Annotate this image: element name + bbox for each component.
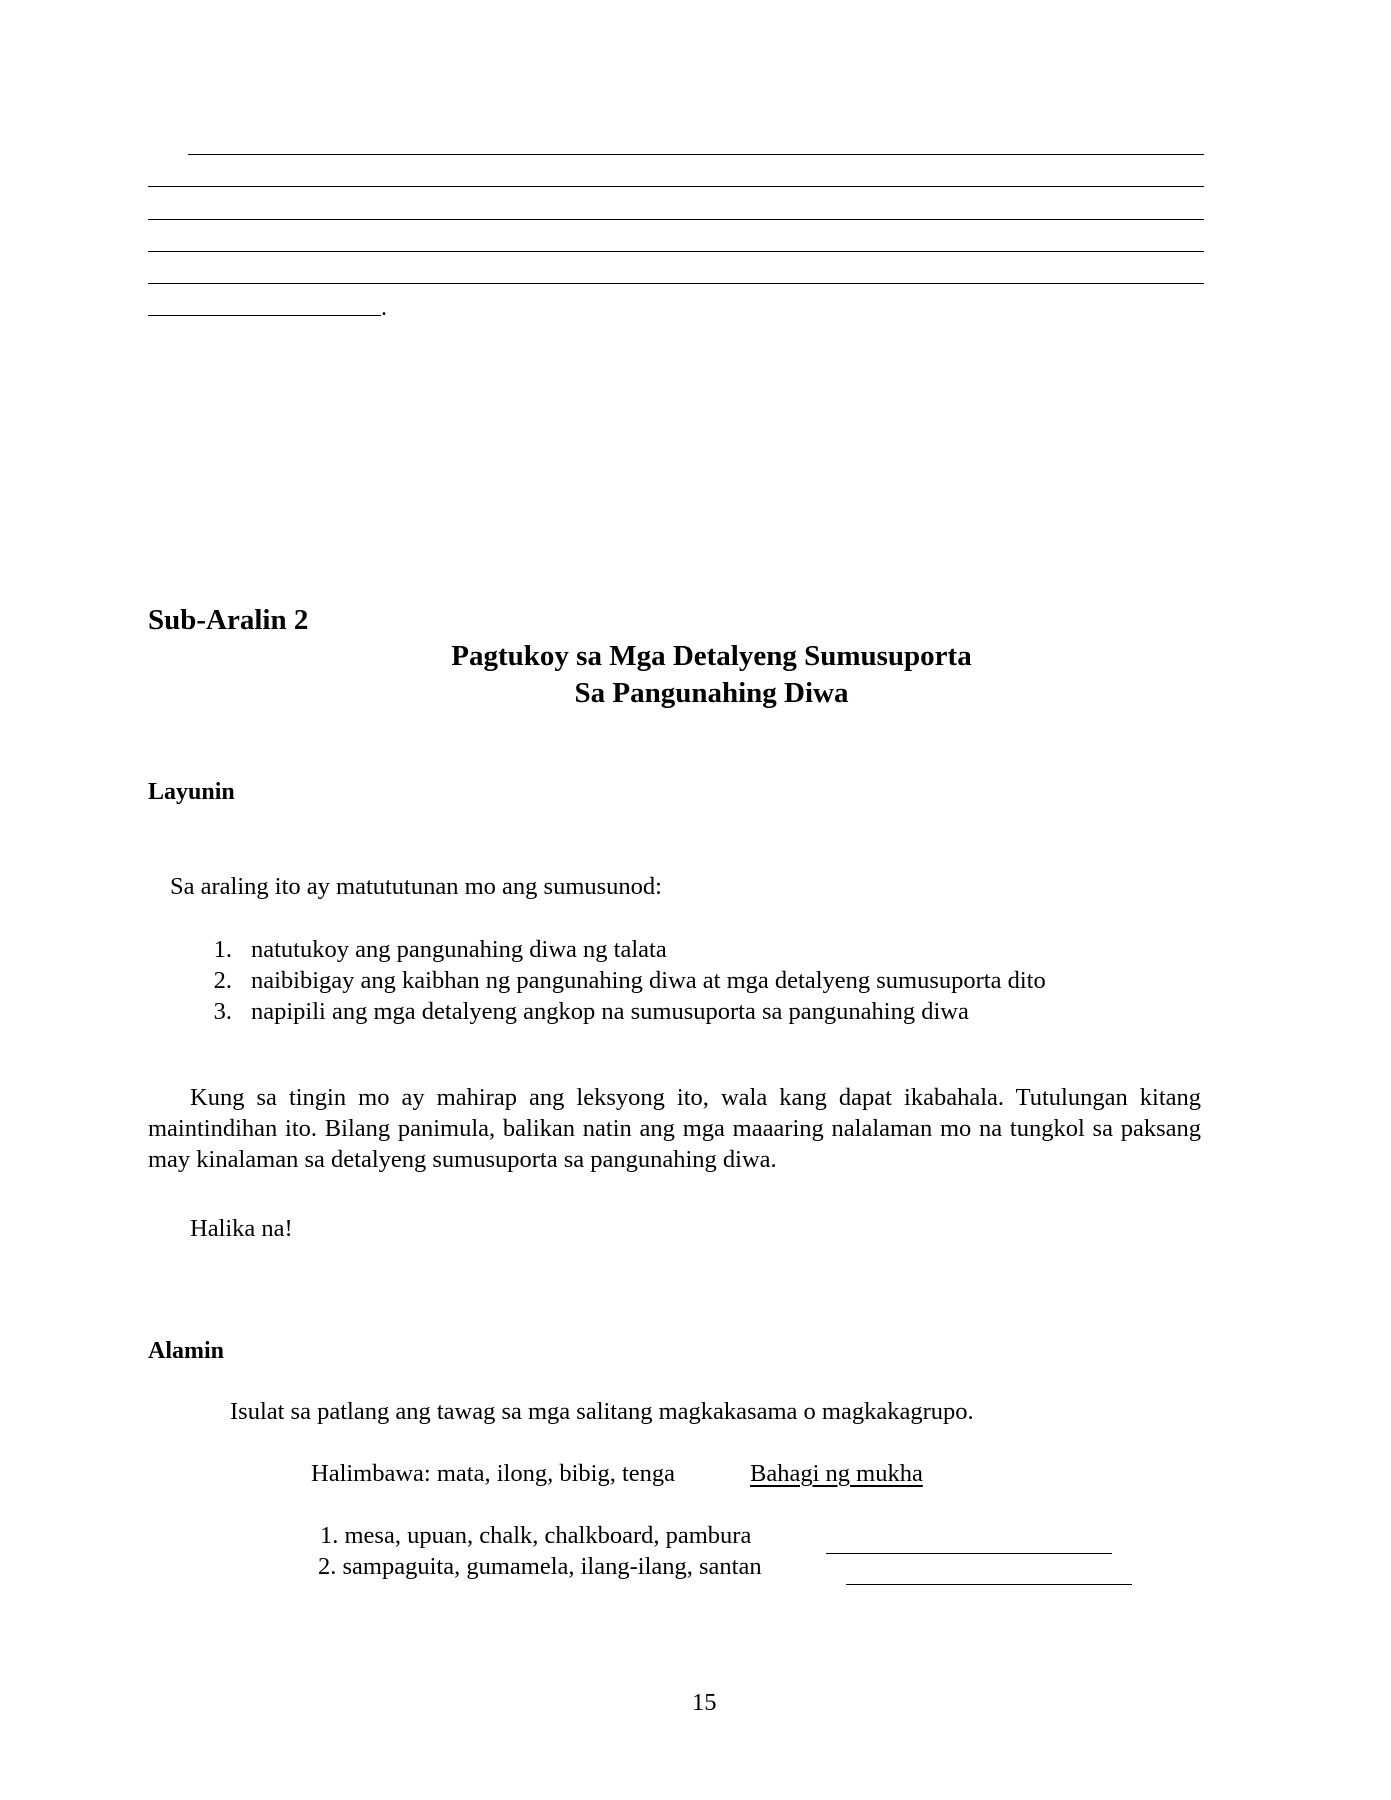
writing-line[interactable]: [188, 154, 1204, 155]
sub-lesson-label: Sub-Aralin 2: [148, 604, 309, 636]
alamin-instruction: Isulat sa patlang ang tawag sa mga salitang magkakasama o magkakagrupo.: [230, 1398, 974, 1425]
writing-line[interactable]: [148, 315, 381, 316]
closing-line: Halika na!: [190, 1215, 293, 1242]
writing-line[interactable]: [148, 251, 1204, 252]
answer-blank[interactable]: [846, 1584, 1132, 1585]
lesson-title-line2: Sa Pangunahing Diwa: [574, 677, 849, 709]
page-number: 15: [692, 1689, 717, 1716]
objective-text: naibibigay ang kaibhan ng pangunahing diwa at mga detalyeng sumusuporta dito: [251, 967, 1046, 994]
exercise-item-text: 2. sampaguita, gumamela, ilang-ilang, santan: [318, 1553, 762, 1580]
writing-end-mark: .: [381, 295, 387, 321]
alamin-heading: Alamin: [148, 1338, 225, 1364]
exercise-item-text: 1. mesa, upuan, chalk, chalkboard, pambura: [320, 1522, 752, 1549]
objective-number: 2.: [213, 967, 232, 994]
example-label: Halimbawa: mata, ilong, bibig, tenga: [311, 1460, 676, 1487]
layunin-heading: Layunin: [148, 779, 235, 805]
writing-line[interactable]: [148, 283, 1204, 284]
objective-number: 3.: [213, 998, 232, 1025]
example-answer: Bahagi ng mukha: [750, 1460, 923, 1487]
writing-line[interactable]: [148, 219, 1204, 220]
objective-text: natutukoy ang pangunahing diwa ng talata: [251, 936, 667, 963]
lesson-title-line1: Pagtukoy sa Mga Detalyeng Sumusuporta: [451, 640, 972, 672]
objective-number: 1.: [213, 936, 232, 963]
layunin-intro: Sa araling ito ay matututunan mo ang sumusunod:: [170, 873, 662, 900]
intro-paragraph: Kung sa tingin mo ay mahirap ang leksyong ito, wala kang dapat ikabahala. Tutulungan kitang maintindihan ito. Bilang panimula, balikan natin ang mga maaaring nalalaman mo na tungkol sa paksang may kinalaman sa detalyeng sumusuporta sa pangunahing diwa.: [148, 1084, 1201, 1173]
answer-blank[interactable]: [826, 1553, 1112, 1554]
writing-line[interactable]: [148, 186, 1204, 187]
objective-text: napipili ang mga detalyeng angkop na sumusuporta sa pangunahing diwa: [251, 998, 969, 1025]
